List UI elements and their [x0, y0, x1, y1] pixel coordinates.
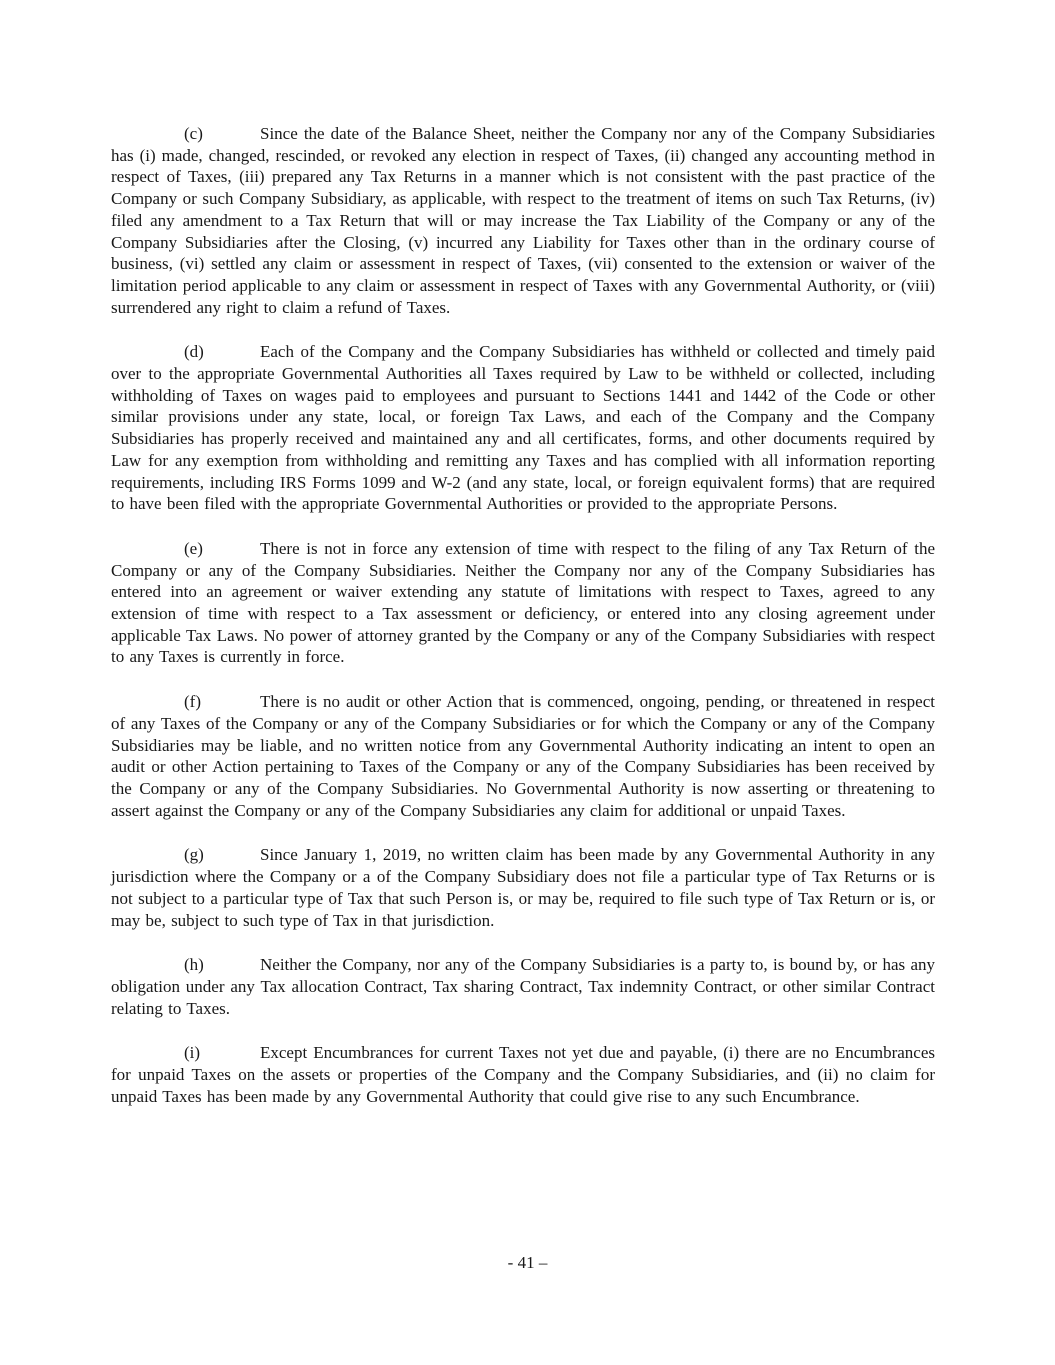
- paragraph-e: [111, 538, 935, 668]
- paragraph-e-label: (e): [184, 538, 203, 558]
- paragraph-g: [111, 844, 935, 931]
- paragraph-d-label: (d): [184, 342, 204, 362]
- document-body: [111, 123, 935, 1130]
- paragraph-e-text: There is not in force any extension of time with respect to the filing of any Tax Return of the Company or any of the Company Subsidiaries. Neither the Company nor any of the Company Subsidiaries has entered into an agreement or waiver extending any statute of limitations with respect to Taxes, agreed to any extension of time with respect to a Tax assessment or deficiency, or entered into any closing agreement under applicable Tax Laws. No power of attorney granted by the Company or any of the Company Subsidiaries with respect to any Taxes is currently in force.: [111, 538, 935, 667]
- page-number: - 41 –: [507, 1253, 548, 1272]
- paragraph-c-label: (c): [184, 124, 203, 143]
- paragraph-d-text: Each of the Company and the Company Subsidiaries has withheld or collected and timely paid over to the appropriate Governmental Authorities all Taxes required by Law to be withheld or collected, including withholding of Taxes on wages paid to employees and pursuant to Sections 1441 and 1442 of the Code or other similar provisions under any state, local, or foreign Tax Laws, and each of the Company and the Company Subsidiaries has properly received and maintained any and all certificates, forms, and other documents required by Law for any exemption from withholding and remitting any Taxes and has complied with all information reporting requirements, including IRS Forms 1099 and W-2 (and any state, local, or foreign equivalent forms) that are required to have been filed with the appropriate Governmental Authorities or provided to the appropriate Persons.: [111, 342, 935, 514]
- paragraph-f: [111, 691, 935, 821]
- paragraph-c: [111, 123, 935, 318]
- paragraph-g-label: (g): [184, 845, 204, 865]
- paragraph-i-label: (i): [184, 1043, 201, 1063]
- paragraph-h-label: (h): [184, 955, 204, 975]
- paragraph-d: [111, 341, 935, 515]
- paragraph-h: [111, 954, 935, 1019]
- paragraph-h-text: Neither the Company, nor any of the Company Subsidiaries is a party to, is bound by, or has any obligation under any Tax allocation Contract, Tax sharing Contract, Tax indemnity Contract, or other similar Contract relating to Taxes.: [111, 955, 935, 1018]
- paragraph-c-text: Since the date of the Balance Sheet, neither the Company nor any of the Company Subsidiaries has (i) made, changed, rescinded, or revoked any election in respect of Taxes, (ii) changed any accounting method in respect of Taxes, (iii) prepared any Tax Returns in a manner which is not consistent with the past practice of the Company or such Company Subsidiary, as applicable, with respect to the treatment of items on such Tax Returns, (iv) filed any amendment to a Tax Return that will or may increase the Tax Liability of the Company or any of the Company Subsidiaries after the Closing, (v) incurred any Liability for Taxes other than in the ordinary course of business, (vi) settled any claim or assessment in respect of Taxes, (vii) consented to the extension or waiver of the limitation period applicable to any claim or assessment in respect of Taxes with any Governmental Authority, or (viii) surrendered any right to claim a refund of Taxes.: [111, 124, 935, 317]
- paragraph-f-text: There is no audit or other Action that is commenced, ongoing, pending, or threatened in respect of any Taxes of the Company or any of the Company Subsidiaries or for which the Company or any of the Company Subsidiaries may be liable, and no written notice from any Governmental Authority indicating an intent to open an audit or other Action pertaining to Taxes of the Company or any of the Company Subsidiaries has been received by the Company or any of the Company Subsidiaries. No Governmental Authority is now asserting or threatening to assert against the Company or any of the Company Subsidiaries any claim for additional or unpaid Taxes.: [111, 692, 935, 820]
- paragraph-g-text: Since January 1, 2019, no written claim has been made by any Governmental Authority in any jurisdiction where the Company or a of the Company Subsidiary does not file a particular type of Tax Returns or is not subject to a particular type of Tax that such Person is, or may be, required to file such type of Tax Return or is, or may be, subject to such type of Tax in that jurisdiction.: [111, 845, 935, 930]
- paragraph-i: [111, 1042, 935, 1107]
- paragraph-f-label: (f): [184, 692, 201, 712]
- paragraph-i-text: Except Encumbrances for current Taxes not yet due and payable, (i) there are no Encumbrances for unpaid Taxes on the assets or properties of the Company and the Company Subsidiaries, and (ii) no claim for unpaid Taxes has been made by any Governmental Authority that could give rise to any such Encumbrance.: [111, 1043, 935, 1106]
